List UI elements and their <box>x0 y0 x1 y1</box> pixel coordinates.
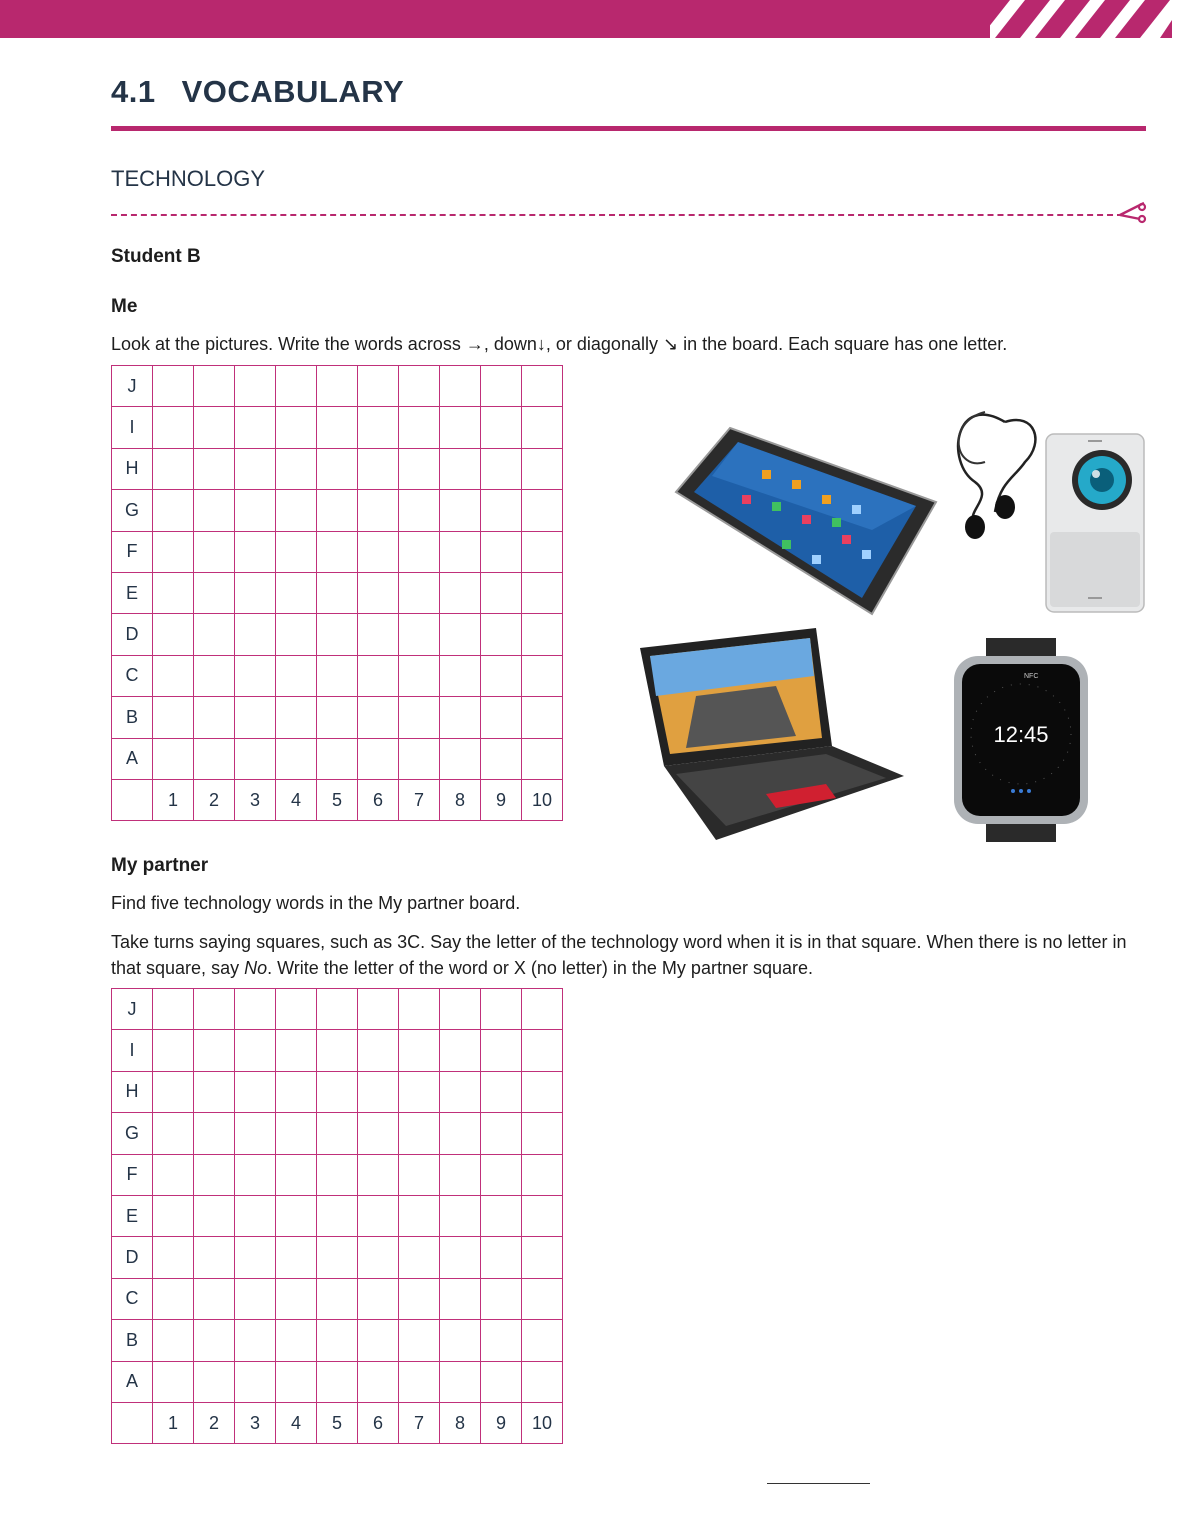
partner-board-cell[interactable] <box>153 989 194 1030</box>
partner-board-cell[interactable] <box>440 1071 481 1112</box>
me-board-cell[interactable] <box>153 407 194 448</box>
me-board-cell[interactable] <box>358 572 399 613</box>
section-number: 4.1 <box>111 74 156 109</box>
me-board-cell[interactable] <box>399 738 440 779</box>
me-board-cell[interactable] <box>358 697 399 738</box>
me-board-cell[interactable] <box>481 655 522 696</box>
column-label: 7 <box>399 779 440 820</box>
board-row <box>112 572 563 613</box>
row-label: E <box>112 1195 153 1236</box>
partner-board-cell[interactable] <box>235 1113 276 1154</box>
partner-board-cell[interactable] <box>194 989 235 1030</box>
me-board-cell[interactable] <box>235 490 276 531</box>
partner-board-cell[interactable] <box>194 1320 235 1361</box>
me-heading: Me <box>111 296 138 317</box>
partner-board-cell[interactable] <box>317 1237 358 1278</box>
partner-board-cell[interactable] <box>317 1320 358 1361</box>
row-label: F <box>112 1154 153 1195</box>
partner-board-cell[interactable] <box>153 1361 194 1402</box>
row-label: D <box>112 614 153 655</box>
partner-board-cell[interactable] <box>276 1154 317 1195</box>
partner-board-cell[interactable] <box>194 1361 235 1402</box>
me-board-cell[interactable] <box>153 572 194 613</box>
partner-board-cell[interactable] <box>358 1071 399 1112</box>
me-board-cell[interactable] <box>522 738 563 779</box>
instruction-text: in the board. Each square has one letter. <box>678 334 1008 354</box>
arrow-diagonal-icon: ↘ <box>662 334 679 354</box>
me-board-cell[interactable] <box>317 655 358 696</box>
partner-board-cell[interactable] <box>399 1361 440 1402</box>
smartwatch-picture <box>952 638 1090 842</box>
row-label: E <box>112 572 153 613</box>
partner-board-cell[interactable] <box>481 1071 522 1112</box>
me-board-cell[interactable] <box>440 448 481 489</box>
me-board-cell[interactable] <box>235 697 276 738</box>
me-board-cell[interactable] <box>276 407 317 448</box>
partner-board-cell[interactable] <box>399 1278 440 1319</box>
me-board-cell[interactable] <box>317 697 358 738</box>
me-board-cell[interactable] <box>399 490 440 531</box>
partner-board-cell[interactable] <box>235 1154 276 1195</box>
partner-board-cell[interactable] <box>235 1278 276 1319</box>
corner-cell <box>112 779 153 820</box>
board-row <box>112 655 563 696</box>
partner-board <box>111 988 563 1444</box>
partner-board-cell[interactable] <box>194 1237 235 1278</box>
me-board-cell[interactable] <box>194 655 235 696</box>
me-board-cell[interactable] <box>481 614 522 655</box>
partner-board-cell[interactable] <box>153 1071 194 1112</box>
partner-board-cell[interactable] <box>194 1278 235 1319</box>
me-board-cell[interactable] <box>481 572 522 613</box>
me-board-cell[interactable] <box>194 407 235 448</box>
partner-board-cell[interactable] <box>317 1113 358 1154</box>
me-board-cell[interactable] <box>153 366 194 407</box>
partner-board-cell[interactable] <box>522 1320 563 1361</box>
no-word: No <box>244 958 268 978</box>
partner-board-cell[interactable] <box>440 1154 481 1195</box>
me-board-cell[interactable] <box>317 366 358 407</box>
me-board-cell[interactable] <box>317 531 358 572</box>
me-board-cell[interactable] <box>440 490 481 531</box>
column-label: 4 <box>276 779 317 820</box>
me-board-cell[interactable] <box>276 572 317 613</box>
me-board-cell[interactable] <box>358 407 399 448</box>
me-board-cell[interactable] <box>522 531 563 572</box>
top-banner <box>0 0 1200 38</box>
board-row <box>112 490 563 531</box>
row-label: I <box>112 407 153 448</box>
partner-board-cell[interactable] <box>358 1320 399 1361</box>
partner-board-cell[interactable] <box>235 989 276 1030</box>
partner-instruction: Find five technology words in the My partner board. <box>111 893 521 913</box>
arrow-right-icon: → <box>465 334 484 354</box>
partner-board-cell[interactable] <box>522 1361 563 1402</box>
me-instruction <box>111 331 1007 357</box>
me-board-cell[interactable] <box>194 366 235 407</box>
me-board-cell[interactable] <box>276 614 317 655</box>
me-board-cell[interactable] <box>358 531 399 572</box>
me-board-cell[interactable] <box>235 738 276 779</box>
me-board-cell[interactable] <box>317 572 358 613</box>
partner-board-cell[interactable] <box>481 1154 522 1195</box>
partner-board-cell[interactable] <box>440 989 481 1030</box>
row-label: A <box>112 738 153 779</box>
me-board-cell[interactable] <box>317 614 358 655</box>
me-board-cell[interactable] <box>153 490 194 531</box>
laptop-picture <box>636 626 908 846</box>
partner-board-cell[interactable] <box>440 1113 481 1154</box>
me-board-cell[interactable] <box>399 697 440 738</box>
partner-board-cell[interactable] <box>440 1361 481 1402</box>
me-board-cell[interactable] <box>440 614 481 655</box>
partner-board-cell[interactable] <box>358 1154 399 1195</box>
partner-board-cell[interactable] <box>399 1113 440 1154</box>
partner-board-cell[interactable] <box>481 1030 522 1071</box>
partner-board-cell[interactable] <box>481 1320 522 1361</box>
instruction-text: , or diagonally <box>545 334 658 354</box>
me-board-cell[interactable] <box>481 531 522 572</box>
watch-brand: NFC <box>1024 673 1039 680</box>
me-board-cell[interactable] <box>522 407 563 448</box>
partner-board-cell[interactable] <box>440 1278 481 1319</box>
partner-board-cell[interactable] <box>399 1071 440 1112</box>
me-board-cell[interactable] <box>440 655 481 696</box>
me-board-cell[interactable] <box>317 407 358 448</box>
me-board-cell[interactable] <box>440 407 481 448</box>
partner-board-cell[interactable] <box>153 1195 194 1236</box>
column-label: 3 <box>235 779 276 820</box>
column-label: 10 <box>522 779 563 820</box>
row-label: B <box>112 1320 153 1361</box>
partner-board-cell[interactable] <box>194 1030 235 1071</box>
me-board-cell[interactable] <box>235 407 276 448</box>
partner-board-cell[interactable] <box>153 1113 194 1154</box>
partner-board-cell[interactable] <box>522 1030 563 1071</box>
me-board-cell[interactable] <box>481 407 522 448</box>
student-label: Student B <box>111 246 201 267</box>
me-board-cell[interactable] <box>153 655 194 696</box>
partner-board-cell[interactable] <box>481 1278 522 1319</box>
partner-board-cell[interactable] <box>481 1361 522 1402</box>
arrow-down-icon: ↓ <box>536 334 546 354</box>
partner-board-cell[interactable] <box>276 1278 317 1319</box>
me-board-cell[interactable] <box>440 738 481 779</box>
me-board-cell[interactable] <box>276 366 317 407</box>
footer-line <box>767 1483 870 1484</box>
board-row <box>112 1195 563 1236</box>
column-label: 6 <box>358 779 399 820</box>
row-label: I <box>112 1030 153 1071</box>
partner-board-cell[interactable] <box>317 989 358 1030</box>
me-board-cell[interactable] <box>276 490 317 531</box>
me-board-cell[interactable] <box>276 697 317 738</box>
partner-board-cell[interactable] <box>194 1113 235 1154</box>
me-board-cell[interactable] <box>276 448 317 489</box>
column-label-row <box>112 779 563 820</box>
row-label: D <box>112 1237 153 1278</box>
partner-board-cell[interactable] <box>235 1320 276 1361</box>
partner-board-cell[interactable] <box>358 989 399 1030</box>
row-label: B <box>112 697 153 738</box>
column-label: 1 <box>153 1402 194 1443</box>
partner-paragraph <box>111 929 1146 981</box>
partner-board-cell[interactable] <box>399 1154 440 1195</box>
me-board-cell[interactable] <box>194 572 235 613</box>
me-board-cell[interactable] <box>358 738 399 779</box>
partner-board-cell[interactable] <box>440 1237 481 1278</box>
me-board-cell[interactable] <box>522 572 563 613</box>
board-row <box>112 1113 563 1154</box>
me-board-cell[interactable] <box>235 366 276 407</box>
subtitle: TECHNOLOGY <box>111 166 266 191</box>
partner-board-cell[interactable] <box>399 1237 440 1278</box>
me-board-cell[interactable] <box>276 655 317 696</box>
board-row <box>112 1320 563 1361</box>
me-board-cell[interactable] <box>358 614 399 655</box>
me-board-cell[interactable] <box>194 448 235 489</box>
me-board-cell[interactable] <box>194 531 235 572</box>
partner-board-cell[interactable] <box>440 1320 481 1361</box>
me-board-cell[interactable] <box>317 738 358 779</box>
partner-board-cell[interactable] <box>399 1030 440 1071</box>
me-board-cell[interactable] <box>358 448 399 489</box>
board-row <box>112 448 563 489</box>
partner-board-cell[interactable] <box>522 1237 563 1278</box>
partner-board-cell[interactable] <box>153 1237 194 1278</box>
partner-board-cell[interactable] <box>358 1237 399 1278</box>
board-row <box>112 1030 563 1071</box>
row-label: C <box>112 655 153 696</box>
me-board-cell[interactable] <box>358 655 399 696</box>
partner-board-cell[interactable] <box>522 989 563 1030</box>
partner-board-cell[interactable] <box>153 1154 194 1195</box>
me-board-cell[interactable] <box>276 531 317 572</box>
row-label: J <box>112 989 153 1030</box>
column-label: 2 <box>194 779 235 820</box>
row-label: F <box>112 531 153 572</box>
row-label: C <box>112 1278 153 1319</box>
partner-board-cell[interactable] <box>522 1071 563 1112</box>
section-title: VOCABULARY <box>181 74 405 109</box>
column-label: 8 <box>440 1402 481 1443</box>
partner-board-cell[interactable] <box>522 1113 563 1154</box>
partner-board-cell[interactable] <box>235 1030 276 1071</box>
column-label-row <box>112 1402 563 1443</box>
partner-board-cell[interactable] <box>522 1154 563 1195</box>
me-board-cell[interactable] <box>399 655 440 696</box>
cut-line <box>111 214 1123 216</box>
me-board-cell[interactable] <box>399 366 440 407</box>
row-label: A <box>112 1361 153 1402</box>
partner-board-cell[interactable] <box>481 1113 522 1154</box>
me-board-cell[interactable] <box>522 448 563 489</box>
me-board-cell[interactable] <box>481 448 522 489</box>
partner-board-cell[interactable] <box>276 1071 317 1112</box>
board-row <box>112 1154 563 1195</box>
partner-board-cell[interactable] <box>317 1154 358 1195</box>
column-label: 6 <box>358 1402 399 1443</box>
me-board-cell[interactable] <box>317 490 358 531</box>
camera-picture <box>1044 432 1146 614</box>
board-row <box>112 989 563 1030</box>
board-row <box>112 1071 563 1112</box>
board-row <box>112 1278 563 1319</box>
me-board-cell[interactable] <box>440 697 481 738</box>
board-row <box>112 697 563 738</box>
me-board-cell[interactable] <box>522 655 563 696</box>
partner-board-cell[interactable] <box>235 1071 276 1112</box>
board-row <box>112 1361 563 1402</box>
page-title <box>111 74 404 110</box>
column-label: 1 <box>153 779 194 820</box>
me-board-cell[interactable] <box>153 614 194 655</box>
me-board-cell[interactable] <box>440 572 481 613</box>
headphones-picture <box>945 402 1050 542</box>
me-board-cell[interactable] <box>522 490 563 531</box>
partner-board-cell[interactable] <box>399 1320 440 1361</box>
partner-board-cell[interactable] <box>440 1030 481 1071</box>
partner-board-cell[interactable] <box>153 1030 194 1071</box>
partner-board-cell[interactable] <box>481 1237 522 1278</box>
partner-board-cell[interactable] <box>276 1361 317 1402</box>
board-row <box>112 366 563 407</box>
column-label: 5 <box>317 779 358 820</box>
me-board-cell[interactable] <box>522 614 563 655</box>
column-label: 9 <box>481 779 522 820</box>
column-label: 2 <box>194 1402 235 1443</box>
partner-board-cell[interactable] <box>358 1361 399 1402</box>
partner-board-cell[interactable] <box>194 1154 235 1195</box>
me-board-cell[interactable] <box>399 531 440 572</box>
instruction-text: Look at the pictures. Write the words across <box>111 334 461 354</box>
instruction-text: , down <box>483 334 537 354</box>
me-board-cell[interactable] <box>194 614 235 655</box>
partner-board-cell[interactable] <box>317 1030 358 1071</box>
me-board-cell[interactable] <box>194 697 235 738</box>
column-label: 3 <box>235 1402 276 1443</box>
me-board-cell[interactable] <box>235 655 276 696</box>
me-board-cell[interactable] <box>440 531 481 572</box>
partner-board-cell[interactable] <box>317 1071 358 1112</box>
partner-board-cell[interactable] <box>481 1195 522 1236</box>
partner-board-cell[interactable] <box>276 1030 317 1071</box>
partner-board-cell[interactable] <box>276 1195 317 1236</box>
partner-board-cell[interactable] <box>399 1195 440 1236</box>
board-row <box>112 738 563 779</box>
column-label: 4 <box>276 1402 317 1443</box>
me-board-cell[interactable] <box>481 738 522 779</box>
partner-board-cell[interactable] <box>440 1195 481 1236</box>
row-label: H <box>112 1071 153 1112</box>
partner-board-cell[interactable] <box>399 989 440 1030</box>
partner-board-cell[interactable] <box>276 989 317 1030</box>
me-board-cell[interactable] <box>235 448 276 489</box>
me-board-cell[interactable] <box>153 531 194 572</box>
me-board-cell[interactable] <box>317 448 358 489</box>
me-board-cell[interactable] <box>235 572 276 613</box>
partner-board-cell[interactable] <box>358 1030 399 1071</box>
paragraph-text: Take turns saying squares, such as 3C. Say the letter of the technology word when it is in that square. When there is no letter in that square, say <box>111 932 1127 978</box>
partner-board-cell[interactable] <box>153 1320 194 1361</box>
partner-board-cell[interactable] <box>276 1113 317 1154</box>
partner-board-cell[interactable] <box>276 1237 317 1278</box>
watch-time: 12:45 <box>993 722 1049 747</box>
me-board-cell[interactable] <box>194 738 235 779</box>
me-board-cell[interactable] <box>153 448 194 489</box>
title-rule <box>111 126 1146 131</box>
scissors-icon <box>1118 199 1148 225</box>
me-board-cell[interactable] <box>522 697 563 738</box>
me-board-cell[interactable] <box>153 697 194 738</box>
me-board-cell[interactable] <box>399 448 440 489</box>
column-label: 8 <box>440 779 481 820</box>
partner-board-cell[interactable] <box>522 1278 563 1319</box>
row-label: H <box>112 448 153 489</box>
partner-board-cell[interactable] <box>235 1237 276 1278</box>
column-label: 7 <box>399 1402 440 1443</box>
partner-board-cell[interactable] <box>235 1361 276 1402</box>
partner-board-cell[interactable] <box>481 989 522 1030</box>
me-board-cell[interactable] <box>399 572 440 613</box>
me-board-cell[interactable] <box>522 366 563 407</box>
partner-board-cell[interactable] <box>317 1361 358 1402</box>
me-board-cell[interactable] <box>481 697 522 738</box>
partner-board-cell[interactable] <box>358 1278 399 1319</box>
me-board-cell[interactable] <box>153 738 194 779</box>
row-label: J <box>112 366 153 407</box>
corner-cell <box>112 1402 153 1443</box>
board-row <box>112 531 563 572</box>
row-label: G <box>112 1113 153 1154</box>
partner-board-cell[interactable] <box>317 1195 358 1236</box>
me-board-cell[interactable] <box>194 490 235 531</box>
partner-board-cell[interactable] <box>153 1278 194 1319</box>
board-row <box>112 407 563 448</box>
paragraph-text: . Write the letter of the word or X (no letter) in the My partner square. <box>267 958 813 978</box>
partner-heading: My partner <box>111 855 209 876</box>
me-board-cell[interactable] <box>440 366 481 407</box>
me-board <box>111 365 563 821</box>
column-label: 10 <box>522 1402 563 1443</box>
partner-board-cell[interactable] <box>358 1113 399 1154</box>
partner-board-cell[interactable] <box>194 1195 235 1236</box>
row-label: G <box>112 490 153 531</box>
me-board-cell[interactable] <box>358 490 399 531</box>
me-board-cell[interactable] <box>358 366 399 407</box>
board-row <box>112 1237 563 1278</box>
me-board-cell[interactable] <box>235 614 276 655</box>
board-row <box>112 614 563 655</box>
me-board-cell[interactable] <box>399 614 440 655</box>
me-board-cell[interactable] <box>235 531 276 572</box>
partner-board-cell[interactable] <box>522 1195 563 1236</box>
me-board-cell[interactable] <box>481 366 522 407</box>
me-board-cell[interactable] <box>276 738 317 779</box>
tablet-picture <box>672 420 942 620</box>
partner-board-cell[interactable] <box>358 1195 399 1236</box>
partner-board-cell[interactable] <box>235 1195 276 1236</box>
partner-board-cell[interactable] <box>194 1071 235 1112</box>
column-label: 9 <box>481 1402 522 1443</box>
me-board-cell[interactable] <box>399 407 440 448</box>
me-board-cell[interactable] <box>481 490 522 531</box>
partner-board-cell[interactable] <box>276 1320 317 1361</box>
partner-board-cell[interactable] <box>317 1278 358 1319</box>
column-label: 5 <box>317 1402 358 1443</box>
